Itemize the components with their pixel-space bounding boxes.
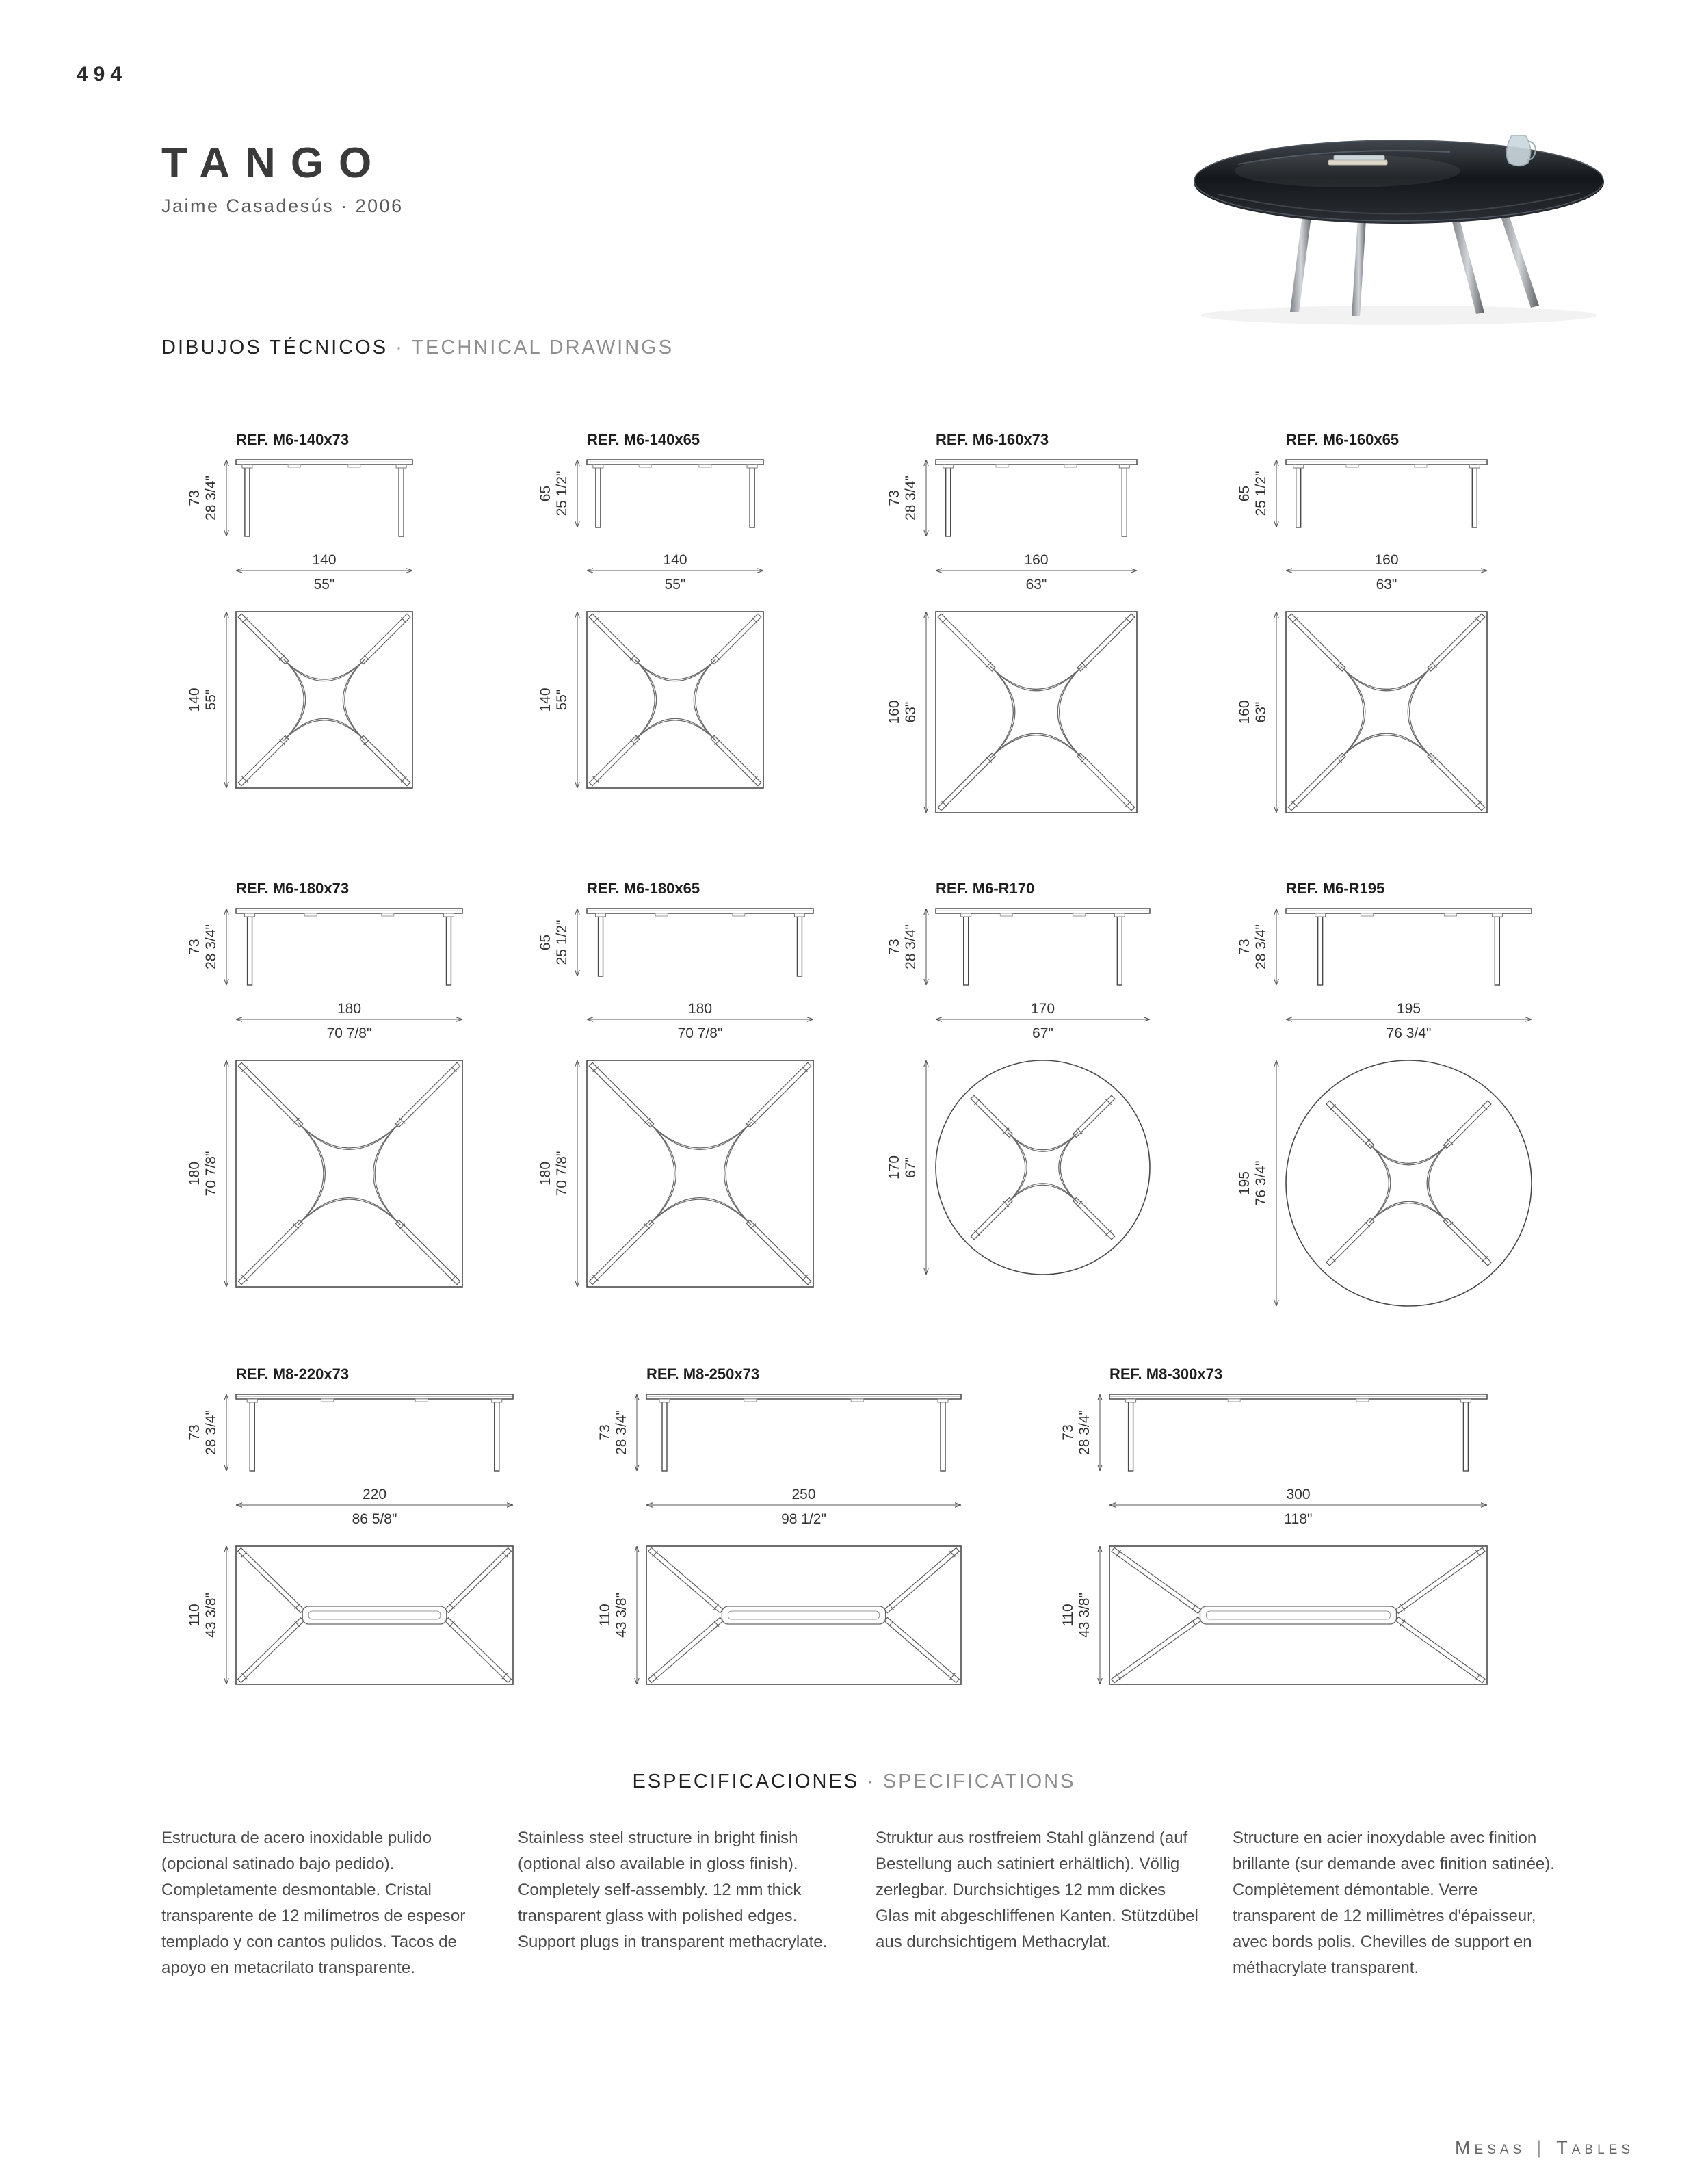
- width-dimension: [236, 1001, 462, 1041]
- heading-specs-es: ESPECIFICACIONES: [632, 1771, 860, 1792]
- technical-drawing: [1237, 426, 1497, 824]
- front-elevation: [646, 1394, 961, 1471]
- dim-depth-in: 55": [554, 689, 570, 711]
- drawing-ref: REF. M8-250x73: [646, 1366, 760, 1383]
- technical-drawing: [187, 874, 472, 1298]
- dim-width-cm: 220: [362, 1487, 387, 1502]
- plan-view: [587, 612, 763, 788]
- dim-depth-in: 63": [903, 701, 919, 723]
- dim-height-cm: 65: [538, 934, 553, 951]
- height-dimension: [187, 1394, 228, 1471]
- dim-width-in: 67": [1032, 1026, 1053, 1041]
- dim-width-cm: 300: [1286, 1487, 1311, 1502]
- dim-height-cm: 73: [597, 1424, 613, 1441]
- dim-height-cm: 73: [187, 939, 202, 955]
- width-dimension: [587, 1001, 813, 1041]
- plan-view: [1286, 1060, 1532, 1306]
- dim-height-in: 28 3/4": [203, 1410, 219, 1455]
- width-dimension: [587, 552, 763, 592]
- front-elevation: [1286, 460, 1487, 527]
- dim-height-cm: 65: [538, 485, 553, 502]
- footer-tables: Tables: [1556, 2137, 1634, 2158]
- technical-drawing: [187, 1360, 523, 1695]
- page-footer: [1455, 2137, 1634, 2158]
- dim-depth-in: 55": [203, 689, 219, 711]
- plan-view: [1109, 1546, 1487, 1684]
- dim-depth-cm: 110: [1060, 1604, 1076, 1627]
- height-dimension: [187, 460, 228, 536]
- height-dimension: [1060, 1394, 1102, 1471]
- width-dimension: [936, 1001, 1150, 1041]
- drawing-ref: REF. M6-160x65: [1286, 431, 1400, 448]
- dim-width-cm: 170: [1030, 1001, 1055, 1017]
- dim-height-in: 28 3/4": [1253, 924, 1269, 969]
- dim-height-cm: 73: [1060, 1424, 1076, 1441]
- drawing-ref: REF. M6-R195: [1286, 880, 1385, 897]
- height-dimension: [886, 460, 928, 536]
- dim-height-in: 28 3/4": [903, 475, 919, 521]
- width-dimension: [236, 552, 412, 592]
- dim-height-cm: 73: [886, 490, 902, 506]
- depth-dimension: [1060, 1546, 1102, 1684]
- dim-depth-cm: 180: [187, 1161, 202, 1186]
- depth-dimension: [187, 612, 228, 788]
- dim-depth-in: 76 3/4": [1253, 1160, 1269, 1206]
- front-elevation: [236, 460, 412, 536]
- plan-view: [236, 1546, 513, 1684]
- technical-drawing: [886, 874, 1159, 1285]
- dim-width-in: 55": [313, 577, 335, 592]
- dim-depth-cm: 140: [538, 688, 553, 712]
- drawing-ref: REF. M6-180x73: [236, 880, 350, 897]
- drawing-ref: REF. M8-220x73: [236, 1366, 350, 1383]
- drawing-ref: REF. M6-140x73: [236, 431, 350, 448]
- dim-depth-cm: 110: [597, 1604, 613, 1627]
- drawing-ref: REF. M6-160x73: [936, 431, 1049, 448]
- dim-width-in: 76 3/4": [1386, 1026, 1432, 1041]
- designer-credit: Jaime Casadesús · 2006: [161, 196, 404, 216]
- dim-height-cm: 65: [1237, 485, 1252, 502]
- depth-dimension: [538, 612, 579, 788]
- specifications: [0, 1825, 1708, 2113]
- height-dimension: [538, 909, 579, 976]
- heading-drawings-es: DIBUJOS TÉCNICOS: [161, 337, 389, 358]
- spec-text-french: Structure en acier inoxydable avec finition brillante (sur demande avec finition satinée). Complètement démontable. Verre transparent de 12 millimètres d'épaisseur, avec bords polis. Chevilles de support en méthacrylate transparent.: [1233, 1829, 1555, 1977]
- height-dimension: [1237, 909, 1278, 985]
- front-elevation: [1109, 1394, 1487, 1471]
- front-elevation: [587, 909, 813, 976]
- dim-width-in: 55": [664, 577, 686, 592]
- dim-width-cm: 160: [1374, 552, 1399, 568]
- width-dimension: [236, 1487, 513, 1527]
- drawing-ref: REF. M6-140x65: [587, 431, 700, 448]
- technical-drawing: [597, 1360, 971, 1695]
- dim-width-in: 98 1/2": [781, 1511, 826, 1527]
- height-dimension: [1237, 460, 1278, 527]
- width-dimension: [936, 552, 1137, 592]
- technical-drawing: [538, 874, 823, 1298]
- depth-dimension: [538, 1060, 579, 1287]
- dim-depth-cm: 180: [538, 1161, 553, 1186]
- drawing-cell: [538, 874, 823, 1298]
- dim-height-in: 28 3/4": [1077, 1410, 1092, 1455]
- drawing-ref: REF. M6-180x65: [587, 880, 700, 897]
- depth-dimension: [187, 1546, 228, 1684]
- technical-drawing: [538, 426, 773, 799]
- plan-view: [1286, 612, 1487, 813]
- dim-height-in: 28 3/4": [903, 924, 919, 969]
- plan-view: [936, 1060, 1150, 1275]
- depth-dimension: [1237, 1060, 1278, 1306]
- dim-depth-in: 43 3/8": [614, 1593, 629, 1638]
- technical-drawing: [187, 426, 422, 799]
- dim-height-in: 25 1/2": [554, 471, 570, 517]
- dim-width-in: 63": [1025, 577, 1047, 592]
- height-dimension: [597, 1394, 639, 1471]
- dim-width-in: 70 7/8": [677, 1026, 723, 1041]
- front-elevation: [236, 909, 462, 985]
- drawing-cell: [597, 1360, 971, 1695]
- drawing-cell: [1237, 874, 1541, 1317]
- drawing-cell: [187, 1360, 523, 1695]
- heading-drawings-en: · TECHNICAL DRAWINGS: [395, 337, 674, 358]
- plan-view: [587, 1060, 813, 1287]
- spec-text-spanish: Estructura de acero inoxidable pulido (opcional satinado bajo pedido). Completamente desmontable. Cristal transparente de 12 milímetros de espesor templado y con cantos pulidos. Tacos de apoyo en metacrilato transparente.: [161, 1829, 466, 1977]
- depth-dimension: [886, 612, 928, 813]
- plan-view: [236, 1060, 462, 1287]
- dim-height-in: 28 3/4": [203, 924, 219, 969]
- dim-height-cm: 73: [1237, 939, 1252, 955]
- width-dimension: [1286, 552, 1487, 592]
- drawing-cell: [1237, 426, 1497, 824]
- dim-height-in: 25 1/2": [1253, 471, 1269, 517]
- drawing-cell: [187, 426, 422, 799]
- dim-width-cm: 180: [337, 1001, 362, 1017]
- width-dimension: [1286, 1001, 1532, 1041]
- depth-dimension: [187, 1060, 228, 1287]
- drawing-cell: [886, 426, 1146, 824]
- drawing-cell: [538, 426, 773, 799]
- dim-depth-in: 70 7/8": [203, 1151, 219, 1197]
- dim-height-in: 28 3/4": [614, 1410, 629, 1455]
- technical-drawing: [1237, 874, 1541, 1317]
- dim-depth-in: 43 3/8": [1077, 1593, 1092, 1638]
- dim-depth-cm: 140: [187, 688, 202, 712]
- dim-height-cm: 73: [187, 1424, 202, 1441]
- height-dimension: [538, 460, 579, 527]
- footer-separator: |: [1536, 2137, 1546, 2158]
- dim-width-cm: 195: [1396, 1001, 1421, 1017]
- dim-depth-cm: 110: [187, 1604, 202, 1627]
- height-dimension: [187, 909, 228, 985]
- dim-width-cm: 140: [312, 552, 337, 568]
- depth-dimension: [597, 1546, 639, 1684]
- spec-text-german: Struktur aus rostfreiem Stahl glänzend (auf Bestellung auch satiniert erhältlich). Völlig zerlegbar. Durchsichtiges 12 mm dickes Glas mit abgeschliffenen Kanten. Stützdübel aus durchsichtigem Methacrylat.: [876, 1829, 1198, 1951]
- dim-height-in: 28 3/4": [203, 475, 219, 521]
- page-number: 494: [77, 63, 128, 86]
- dim-width-in: 70 7/8": [326, 1026, 372, 1041]
- dim-depth-in: 43 3/8": [203, 1593, 219, 1638]
- footer-mesas: Mesas: [1455, 2137, 1526, 2158]
- dim-width-cm: 250: [791, 1487, 816, 1502]
- dim-width-cm: 160: [1024, 552, 1049, 568]
- dim-depth-cm: 170: [886, 1155, 902, 1180]
- section-heading-specs: [0, 1771, 1708, 1793]
- dim-depth-in: 70 7/8": [554, 1151, 570, 1197]
- dim-height-cm: 73: [187, 490, 202, 506]
- drawing-ref: REF. M6-R170: [936, 880, 1035, 897]
- dim-height-cm: 73: [886, 939, 902, 955]
- front-elevation: [936, 909, 1150, 985]
- drawing-cell: [886, 874, 1159, 1285]
- front-elevation: [587, 460, 763, 527]
- dim-width-in: 63": [1376, 577, 1397, 592]
- dim-width-in: 86 5/8": [352, 1511, 397, 1527]
- dim-depth-cm: 160: [886, 700, 902, 724]
- dim-depth-in: 63": [1253, 701, 1269, 723]
- dim-width-in: 118": [1284, 1511, 1313, 1527]
- technical-drawing: [886, 426, 1146, 824]
- front-elevation: [1286, 909, 1532, 985]
- height-dimension: [886, 909, 928, 985]
- depth-dimension: [1237, 612, 1278, 813]
- dim-depth-cm: 160: [1237, 700, 1252, 724]
- drawing-cell: [187, 874, 472, 1298]
- drawing-cell: [1060, 1360, 1497, 1695]
- depth-dimension: [886, 1060, 928, 1275]
- dim-depth-in: 67": [903, 1157, 919, 1178]
- drawing-ref: REF. M8-300x73: [1109, 1366, 1223, 1383]
- dim-depth-cm: 195: [1237, 1171, 1252, 1196]
- front-elevation: [936, 460, 1137, 536]
- dim-width-cm: 180: [687, 1001, 713, 1017]
- width-dimension: [1109, 1487, 1487, 1527]
- plan-view: [936, 612, 1137, 813]
- technical-drawing: [1060, 1360, 1497, 1695]
- dim-height-in: 25 1/2": [554, 919, 570, 965]
- product-title: TANGO: [161, 140, 387, 187]
- width-dimension: [646, 1487, 961, 1527]
- dim-width-cm: 140: [663, 552, 687, 568]
- heading-specs-en: · SPECIFICATIONS: [867, 1771, 1076, 1792]
- plan-view: [646, 1546, 961, 1684]
- spec-text-english: Stainless steel structure in bright finish (optional also available in gloss finish). Completely self-assembly. 12 mm thick transparent glass with polished edges. Support plugs in transparent methacrylate.: [518, 1829, 828, 1951]
- plan-view: [236, 612, 412, 788]
- front-elevation: [236, 1394, 513, 1471]
